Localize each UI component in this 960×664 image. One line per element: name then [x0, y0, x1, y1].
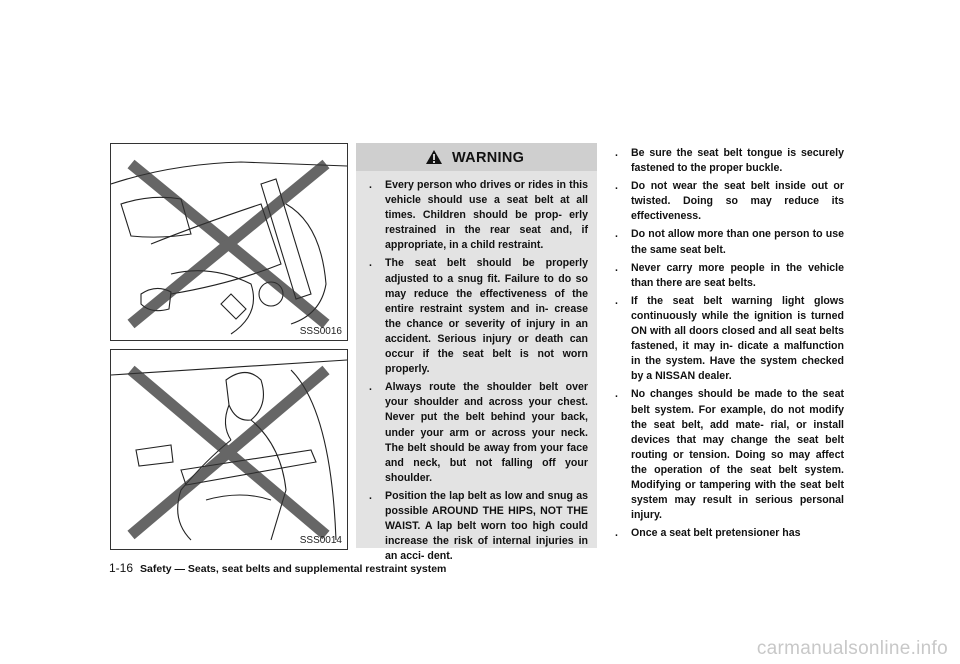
bullet: .: [615, 294, 618, 307]
list-item-text: Be sure the seat belt tongue is securely fastened to the proper buckle.: [631, 147, 844, 175]
bullet: .: [615, 180, 618, 193]
list-item-text: Always route the shoulder belt over your shoulder and across your chest. Never put the belt behind your back, under your arm or across your neck. The belt should be away from your face and neck, but not falling off your shoulder.: [385, 381, 588, 484]
list-item: [612, 261, 844, 291]
bullet: .: [369, 179, 372, 191]
bullet: .: [615, 147, 618, 159]
list-item: [612, 179, 844, 224]
list-item-text: No changes should be made to the seat belt system. For example, do not modify the seat belt, add mate- rial, or install devices that may change the seat belt routing or tension. Doing so may affect the operation of the seat belt system. Modifying or tampering with the seat belt system may result in serious personal injury.: [631, 388, 844, 522]
warning-triangle-icon: [425, 149, 443, 165]
bullet: .: [615, 261, 618, 274]
figure-code: SSS0014: [299, 535, 342, 546]
watermark: carmanualsonline.info: [756, 638, 948, 659]
list-item-text: Every person who drives or rides in this vehicle should use a seat belt at all times. Children should be prop- erly restrained in the rear seat and, if appropriate, in a child restraint.: [385, 179, 588, 252]
list-item: [612, 387, 844, 523]
list-item: [366, 256, 588, 377]
list-item: [612, 526, 844, 541]
warning-title: WARNING: [452, 150, 525, 166]
bullet: .: [615, 388, 618, 401]
list-item-text: The seat belt should be properly adjusted to a snug fit. Failure to do so may reduce the effectiveness of the entire restraint system and in- crease the chance or severity of injury in an accident. Serious injury or death can occur if the seat belt is not worn properly.: [385, 257, 588, 376]
figure-code: SSS0016: [299, 326, 342, 337]
list-item-text: Do not wear the seat belt inside out or twisted. Doing so may reduce its effectiveness.: [631, 180, 844, 223]
illustration-woman-lap-belt: [111, 350, 347, 549]
list-item-text: Position the lap belt as low and snug as possible AROUND THE HIPS, NOT THE WAIST. A lap belt worn too high could increase the risk of internal injuries in an acci- dent.: [385, 489, 588, 563]
list-item: [612, 294, 844, 385]
warning-list: [366, 178, 588, 567]
list-item: [366, 178, 588, 253]
list-item-text: Never carry more people in the vehicle than there are seat belts.: [631, 261, 844, 289]
page-footer: [109, 561, 446, 575]
figure-seatbelt-incorrect-1: [110, 143, 348, 341]
bullet: .: [615, 228, 618, 241]
list-item: [612, 227, 844, 257]
list-item-text: Do not allow more than one person to use the same seat belt.: [631, 228, 844, 256]
list-item: [612, 146, 844, 176]
section-title: Safety — Seats, seat belts and supplemental restraint system: [140, 563, 447, 575]
warning-header: [356, 143, 597, 171]
list-item: [366, 380, 588, 486]
bullet: .: [369, 489, 372, 502]
bullet: .: [369, 257, 372, 270]
illustration-rear-seat-belt: [111, 144, 347, 340]
safety-list: [612, 146, 844, 544]
figure-seatbelt-incorrect-2: [110, 349, 348, 550]
list-item-text: If the seat belt warning light glows continuously while the ignition is turned ON with all doors closed and all seat belts fastened, it may in- dicate a malfunction in the system. Have the system checked by a NISSAN dealer.: [631, 294, 844, 383]
page-number: 1-16: [109, 561, 134, 575]
list-item: [366, 489, 588, 564]
list-item-text: Once a seat belt pretensioner has: [631, 527, 801, 540]
bullet: .: [615, 527, 618, 540]
bullet: .: [369, 381, 372, 394]
